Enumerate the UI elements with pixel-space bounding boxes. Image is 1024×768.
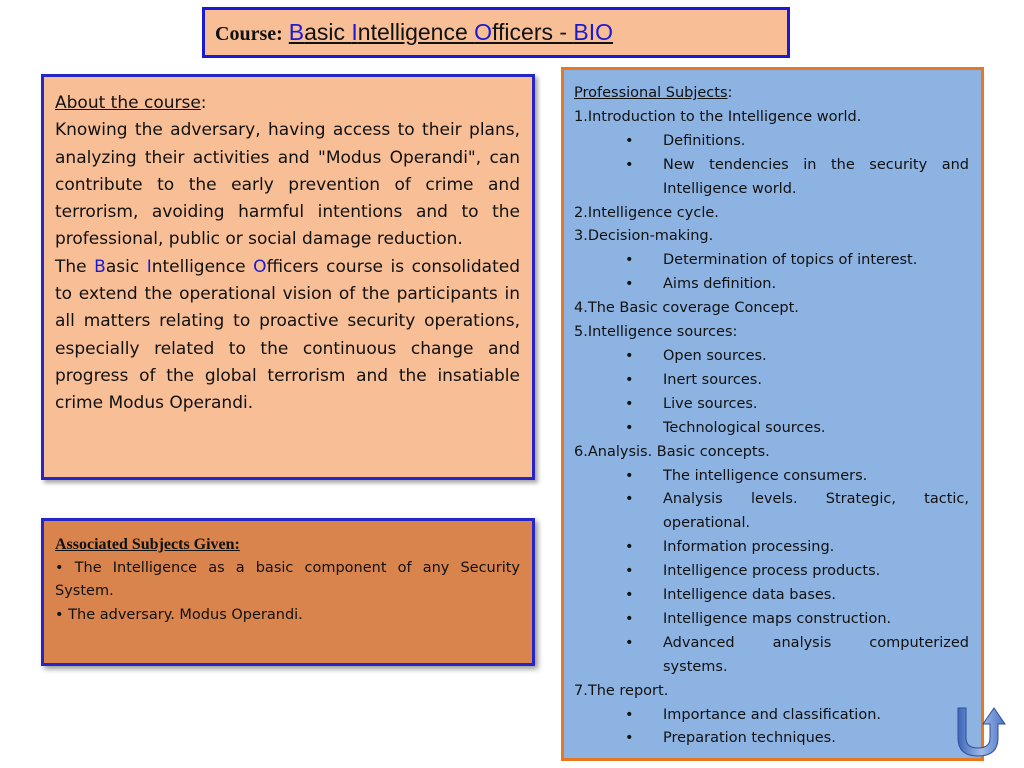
course-title-part: BIO — [573, 19, 614, 45]
list-item — [574, 727, 969, 751]
bullet-icon: • — [625, 156, 634, 173]
about-paragraph-1: Knowing the adversary, having access to their plans, analyzing their activities and "Modus Operandi", can contribute to the early prevention of crime and terrorism, avoiding harmful intentions and to the professional, public or social damage reduction. — [55, 120, 520, 250]
associated-heading: Associated Subjects Given: — [55, 536, 240, 553]
about-text: ntelligence — [151, 256, 254, 277]
course-title-prefix: Course: — [215, 23, 283, 45]
section-title: 2.Intelligence cycle. — [574, 204, 719, 221]
bullet-icon: • — [625, 563, 634, 580]
bullet-icon: • — [625, 539, 634, 556]
course-title-part: B — [288, 19, 305, 45]
section-title: 3.Decision-making. — [574, 228, 714, 245]
list-item-text: The intelligence consumers. — [663, 467, 868, 484]
u-turn-arrow-icon[interactable] — [950, 704, 1008, 760]
list-item — [574, 704, 969, 728]
list-item — [574, 488, 969, 536]
list-item-text: Information processing. — [663, 539, 835, 556]
section-title: 5.Intelligence sources: — [574, 324, 738, 341]
list-item-text: Analysis levels. Strategic, tactic, operational. — [663, 491, 969, 532]
list-item-text: Aims definition. — [663, 276, 777, 293]
list-item — [574, 560, 969, 584]
list-item-text: Intelligence process products. — [663, 563, 881, 580]
list-item — [574, 154, 969, 202]
about-paragraph-2 — [55, 254, 520, 418]
associated-subjects-panel — [41, 518, 535, 666]
about-accent-letter: O — [253, 256, 267, 277]
list-item — [574, 417, 969, 441]
course-title — [289, 19, 613, 46]
associated-item: • The Intelligence as a basic component of any Security System. — [55, 559, 520, 599]
bullet-icon: • — [625, 706, 634, 723]
bullet-icon: • — [625, 276, 634, 293]
list-item — [574, 345, 969, 369]
course-title-part: I — [351, 19, 358, 45]
course-title-banner — [202, 7, 790, 58]
list-item-text: Importance and classification. — [663, 706, 881, 723]
list-item — [574, 130, 969, 154]
list-item — [574, 584, 969, 608]
section-list — [574, 704, 969, 752]
list-item — [574, 608, 969, 632]
bullet-icon: • — [625, 371, 634, 388]
section-title: 1.Introduction to the Intelligence world. — [574, 108, 862, 125]
list-item — [574, 632, 969, 680]
list-item — [574, 273, 969, 297]
section-list — [574, 345, 969, 441]
bullet-icon: • — [625, 634, 634, 651]
section-list — [574, 465, 969, 680]
about-text: The — [55, 256, 95, 277]
bullet-icon: • — [625, 395, 634, 412]
bullet-icon: • — [625, 252, 634, 269]
section-list — [574, 130, 969, 202]
list-item-text: Live sources. — [663, 395, 758, 412]
list-item-text: New tendencies in the security and Intelligence world. — [663, 156, 969, 197]
bullet-icon: • — [625, 419, 634, 436]
professional-heading-line — [574, 82, 969, 106]
section-title: 6.Analysis. Basic concepts. — [574, 443, 770, 460]
course-title-part: fficers - — [492, 19, 574, 45]
list-item-text: Open sources. — [663, 347, 767, 364]
bullet-icon: • — [625, 132, 634, 149]
course-title-part: asic — [304, 19, 352, 45]
about-course-panel — [41, 74, 535, 480]
course-title-part: ntelligence — [357, 19, 475, 45]
section-title: 4.The Basic coverage Concept. — [574, 300, 799, 317]
professional-heading: Professional Subjects — [574, 85, 728, 101]
bullet-icon: • — [625, 491, 634, 508]
list-item-text: Intelligence maps construction. — [663, 610, 892, 627]
professional-subjects-panel — [561, 67, 984, 761]
list-item-text: Definitions. — [663, 132, 746, 149]
list-item — [574, 465, 969, 489]
list-item-text: Inert sources. — [663, 371, 762, 388]
section-list — [574, 249, 969, 297]
list-item-text: Advanced analysis computerized systems. — [663, 634, 969, 675]
bullet-icon: • — [625, 730, 634, 747]
list-item — [574, 369, 969, 393]
about-accent-letter: B — [94, 256, 106, 277]
professional-heading-colon: : — [727, 85, 733, 101]
list-item-text: Intelligence data bases. — [663, 587, 836, 604]
list-item — [574, 536, 969, 560]
list-item — [574, 393, 969, 417]
about-accent-letter: I — [146, 256, 152, 277]
section-title: 7.The report. — [574, 682, 669, 699]
about-heading-colon: : — [200, 93, 207, 113]
bullet-icon: • — [625, 347, 634, 364]
course-title-part: O — [474, 19, 493, 45]
bullet-icon: • — [625, 467, 634, 484]
about-text: asic — [105, 256, 147, 277]
list-item-text: Preparation techniques. — [663, 730, 836, 747]
associated-item: • The adversary. Modus Operandi. — [55, 606, 303, 623]
about-text: fficers course is consolidated to extend the operational vision of the participants in all matters relating to proactive security operations, especially related to the continuous change and progress of the global terrorism and the insatiable crime Modus Operandi. — [55, 256, 521, 414]
list-item-text: Technological sources. — [663, 419, 826, 436]
about-heading-line — [55, 90, 520, 117]
about-heading: About the course — [55, 93, 201, 113]
bullet-icon: • — [625, 587, 634, 604]
list-item-text: Determination of topics of interest. — [663, 252, 918, 269]
list-item — [574, 249, 969, 273]
bullet-icon: • — [625, 610, 634, 627]
